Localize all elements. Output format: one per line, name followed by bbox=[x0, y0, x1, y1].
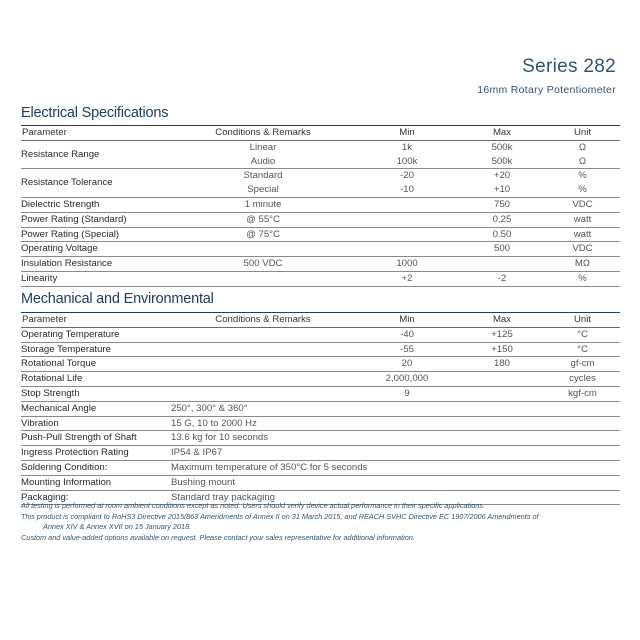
table-row bbox=[21, 460, 620, 475]
cell-max bbox=[459, 386, 545, 401]
cell-unit: watt bbox=[573, 228, 592, 240]
cell-min bbox=[355, 197, 459, 212]
cell-condition bbox=[171, 271, 355, 286]
cell-max: 0.50 bbox=[492, 228, 512, 240]
cell-unit: Ω bbox=[578, 141, 587, 153]
table-row bbox=[21, 386, 620, 401]
cell-unit: cycles bbox=[569, 373, 596, 385]
cell-condition: @ 75°C bbox=[246, 228, 280, 240]
table-row bbox=[21, 372, 620, 387]
table-row bbox=[21, 401, 620, 416]
cell-parameter: Vibration bbox=[21, 417, 59, 429]
cell-value: 250°, 300° & 360° bbox=[171, 402, 248, 414]
cell-unit: % bbox=[578, 272, 587, 284]
cell-min: -20 bbox=[400, 170, 414, 182]
cell-max: 180 bbox=[493, 358, 510, 370]
cell-value: 13.6 kg for 10 seconds bbox=[171, 432, 269, 444]
cell-parameter: Operating Temperature bbox=[21, 328, 120, 340]
cell-min: 1k bbox=[401, 141, 413, 153]
cell-min: +2 bbox=[401, 272, 413, 284]
column-header-max: Max bbox=[492, 314, 512, 325]
cell-unit: % bbox=[578, 184, 587, 196]
cell-max: +150 bbox=[491, 343, 513, 355]
table-row bbox=[21, 416, 620, 431]
table-header-row bbox=[21, 313, 620, 328]
cell-unit: MΩ bbox=[574, 258, 591, 270]
column-header-parameter: Parameter bbox=[22, 314, 67, 325]
column-header-min: Min bbox=[399, 127, 415, 138]
table-row bbox=[21, 475, 620, 490]
cell-condition: Linear bbox=[249, 141, 277, 153]
cell-condition: 1 minute bbox=[244, 198, 282, 210]
cell-condition bbox=[171, 242, 355, 257]
column-header-conditions: Conditions & Remarks bbox=[215, 127, 311, 138]
column-header-conditions: Conditions & Remarks bbox=[215, 314, 311, 325]
cell-max: +10 bbox=[493, 184, 511, 196]
cell-parameter: Packaging: bbox=[21, 491, 69, 503]
column-header-parameter: Parameter bbox=[22, 127, 67, 138]
column-header-unit: Unit bbox=[573, 127, 592, 138]
cell-condition bbox=[171, 372, 355, 387]
cell-min bbox=[355, 212, 459, 227]
cell-max: +20 bbox=[493, 170, 511, 182]
cell-parameter: Operating Voltage bbox=[21, 243, 98, 255]
cell-unit: VDC bbox=[572, 198, 593, 210]
cell-parameter: Stop Strength bbox=[21, 387, 80, 399]
column-header-min: Min bbox=[399, 314, 415, 325]
cell-condition: @ 55°C bbox=[246, 213, 280, 225]
table-header-row bbox=[21, 126, 620, 141]
cell-parameter: Insulation Resistance bbox=[21, 258, 113, 270]
table-row bbox=[21, 327, 620, 342]
param-resistance-range: Resistance Range bbox=[21, 148, 100, 160]
table-row bbox=[21, 357, 620, 372]
cell-unit: gf-cm bbox=[570, 358, 595, 370]
table-row bbox=[21, 257, 620, 272]
cell-unit: °C bbox=[577, 343, 588, 355]
document-header bbox=[477, 56, 616, 96]
cell-parameter: Push-Pull Strength of Shaft bbox=[21, 432, 137, 444]
table-row bbox=[21, 342, 620, 357]
footnote-compliance: This product is compliant to RoHS3 Directive 2015/863 Amendments of Annex II on 31 March 2015, and REACH SVHC Directive EC 1907/2006 Amendments of bbox=[21, 511, 539, 521]
cell-unit: °C bbox=[577, 328, 588, 340]
cell-condition bbox=[171, 342, 355, 357]
cell-parameter: Linearity bbox=[21, 272, 58, 284]
electrical-spec-table bbox=[21, 125, 620, 287]
cell-parameter: Power Rating (Special) bbox=[21, 228, 120, 240]
electrical-section-title: Electrical Specifications bbox=[21, 105, 169, 121]
cell-parameter: Rotational Life bbox=[21, 373, 83, 385]
cell-unit: watt bbox=[573, 213, 592, 225]
cell-unit: Ω bbox=[578, 155, 587, 167]
table-row bbox=[21, 197, 620, 212]
cell-parameter: Soldering Condition: bbox=[21, 461, 108, 473]
table-row bbox=[21, 446, 620, 461]
cell-min: 9 bbox=[404, 387, 410, 399]
cell-condition: 500 VDC bbox=[243, 258, 283, 270]
table-row bbox=[21, 431, 620, 446]
cell-value: 15 G, 10 to 2000 Hz bbox=[171, 417, 257, 429]
cell-condition bbox=[171, 357, 355, 372]
cell-value: IP54 & IP67 bbox=[171, 447, 223, 459]
table-row bbox=[21, 169, 620, 183]
cell-max: 500 bbox=[493, 243, 510, 255]
column-header-max: Max bbox=[492, 127, 512, 138]
cell-parameter: Dielectric Strength bbox=[21, 198, 100, 210]
footnote-compliance-continued: Annex XIV & Annex XVII on 15 January 2018. bbox=[43, 522, 192, 532]
cell-condition: Audio bbox=[250, 155, 276, 167]
table-row bbox=[21, 212, 620, 227]
footnotes bbox=[21, 501, 621, 543]
cell-condition: Special bbox=[247, 184, 279, 196]
cell-condition bbox=[171, 386, 355, 401]
cell-parameter: Mechanical Angle bbox=[21, 402, 97, 414]
cell-min: -10 bbox=[400, 184, 414, 196]
cell-unit: VDC bbox=[572, 243, 593, 255]
cell-parameter: Ingress Protection Rating bbox=[21, 447, 129, 459]
cell-min: -40 bbox=[400, 328, 414, 340]
table-row bbox=[21, 242, 620, 257]
cell-max: +125 bbox=[491, 328, 513, 340]
cell-max bbox=[459, 257, 545, 272]
footnote-testing: All testing is performed at room ambient conditions except as noted. Users should verify device actual performance in their specific applications. bbox=[21, 501, 485, 510]
column-header-unit: Unit bbox=[573, 314, 592, 325]
series-title: Series 282 bbox=[522, 56, 616, 77]
footnote-custom-options: Custom and value-added options available on request. Please contact your sales representative for additional information. bbox=[21, 532, 415, 542]
cell-parameter: Storage Temperature bbox=[21, 343, 111, 355]
cell-parameter: Power Rating (Standard) bbox=[21, 213, 127, 225]
table-row bbox=[21, 227, 620, 242]
mechanical-section-title: Mechanical and Environmental bbox=[21, 291, 214, 307]
cell-min: 100k bbox=[396, 155, 418, 167]
cell-min: -55 bbox=[400, 343, 414, 355]
mechanical-spec-table bbox=[21, 312, 620, 505]
cell-max: 500k bbox=[491, 141, 513, 153]
cell-max: 0.25 bbox=[492, 213, 512, 225]
cell-min: 1000 bbox=[396, 258, 418, 270]
cell-max: 500k bbox=[491, 155, 513, 167]
cell-min: 20 bbox=[401, 358, 413, 370]
cell-min bbox=[355, 227, 459, 242]
table-row bbox=[21, 271, 620, 286]
cell-max: -2 bbox=[497, 272, 507, 284]
series-subtitle: 16mm Rotary Potentiometer bbox=[477, 84, 616, 96]
table-row bbox=[21, 140, 620, 154]
cell-max bbox=[459, 372, 545, 387]
cell-unit: % bbox=[578, 170, 587, 182]
cell-parameter: Mounting Information bbox=[21, 476, 112, 488]
cell-value: Standard tray packaging bbox=[171, 491, 275, 503]
param-resistance-tolerance: Resistance Tolerance bbox=[21, 177, 113, 189]
cell-min bbox=[355, 242, 459, 257]
cell-condition: Standard bbox=[243, 170, 283, 182]
cell-condition bbox=[171, 327, 355, 342]
cell-unit: kgf-cm bbox=[568, 387, 597, 399]
cell-value: Bushing mount bbox=[171, 476, 235, 488]
cell-max: 750 bbox=[493, 198, 510, 210]
cell-value: Maximum temperature of 350°C for 5 seconds bbox=[171, 461, 368, 473]
cell-min: 2,000,000 bbox=[385, 373, 429, 385]
cell-parameter: Rotational Torque bbox=[21, 358, 97, 370]
